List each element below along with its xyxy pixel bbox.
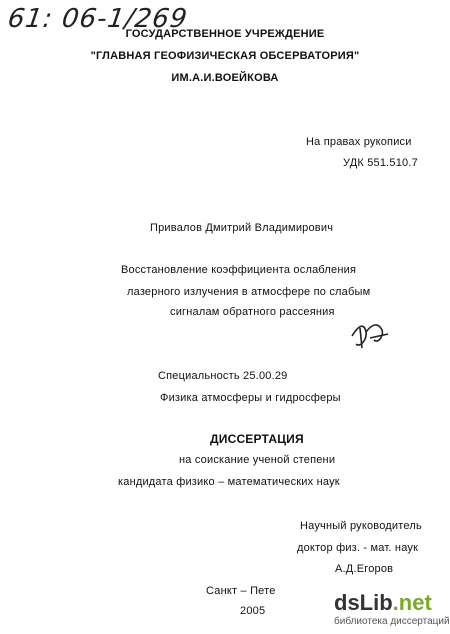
year: 2005 [240,605,266,617]
signature-mark [348,318,392,352]
watermark-logo-main: dsLib [334,590,393,615]
watermark [318,586,450,634]
specialty-name: Физика атмосферы и гидросферы [160,392,341,404]
manuscript-rights: На правах рукописи [306,136,412,148]
supervisor-label: Научный руководитель [300,520,422,532]
supervisor-name: А.Д.Егоров [335,563,394,575]
thesis-title-line-3: сигналам обратного рассеяния [170,306,335,318]
handwritten-archive-code: 61: 06-1/269 [5,4,190,34]
thesis-title-line-1: Восстановление коэффициента ослабления [121,264,357,276]
watermark-subtitle: библиотека диссертаций [334,616,450,627]
header-line-2: "ГЛАВНАЯ ГЕОФИЗИЧЕСКАЯ ОБСЕРВАТОРИЯ" [90,50,360,62]
city: Санкт – Пете [206,585,276,597]
degree-line-2: кандидата физико – математических наук [118,476,340,488]
specialty-code: Специальность 25.00.29 [158,370,288,382]
udc-code: УДК 551.510.7 [343,157,418,169]
thesis-title-line-2: лазерного излучения в атмосфере по слабым [127,286,371,298]
degree-line-1: на соискание ученой степени [179,454,336,466]
header-line-3: ИМ.А.И.ВОЕЙКОВА [171,72,279,84]
supervisor-degree: доктор физ. - мат. наук [297,542,419,554]
author-name: Привалов Дмитрий Владимирович [150,222,334,234]
watermark-logo-suffix: .net [392,590,432,615]
watermark-logo [334,590,432,616]
header-line-1: ГОСУДАРСТВЕННОЕ УЧРЕЖДЕНИЕ [125,28,325,40]
dissertation-heading: ДИССЕРТАЦИЯ [210,432,304,446]
